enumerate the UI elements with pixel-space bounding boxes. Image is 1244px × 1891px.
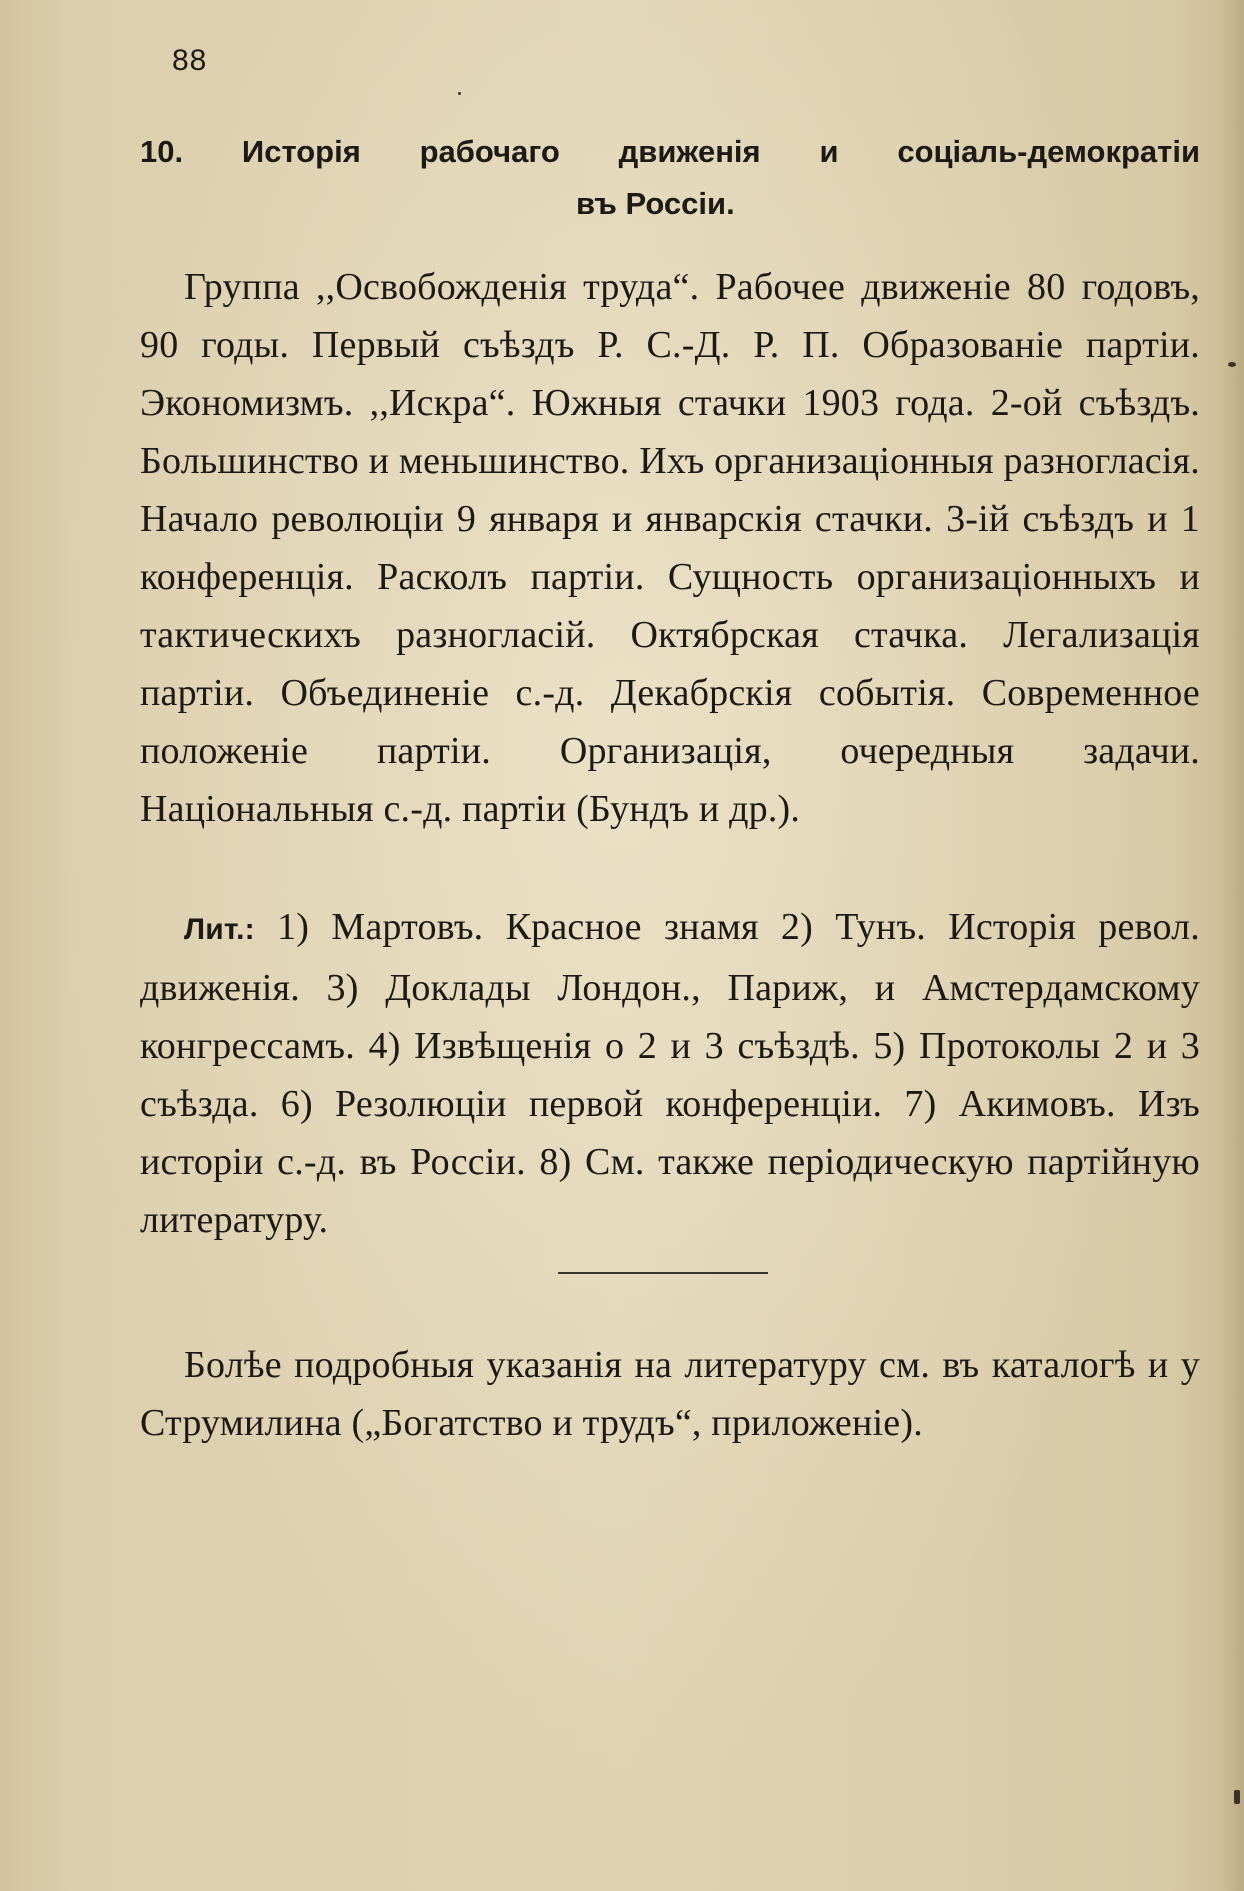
ink-speck — [1234, 1790, 1240, 1804]
ink-speck — [1228, 362, 1236, 367]
literature-list: 1) Мартовъ. Красное знамя 2) Тунъ. Исторія револ. движенія. 3) Доклады Лондон., Париж, и Амстердамскому конгрессамъ. 4) Извѣщенія о 2 и 3 съѣздѣ. 5) Протоколы 2 и 3 съѣзда. 6) Резолюціи первой конференціи. 7) Акимовъ. Изъ исторіи с.-д. въ Россіи. 8) См. также періодическую партійную литературу. — [140, 906, 1201, 1241]
section-divider — [558, 1272, 768, 1274]
section-heading-line2: въ Россіи. — [576, 186, 735, 221]
ink-speck — [458, 92, 461, 95]
page-edge-shadow — [1222, 0, 1244, 1891]
literature-paragraph — [140, 898, 1200, 1249]
intro-paragraph: Группа ,,Освобожденія труда“. Рабочее движеніе 80 годовъ, 90 годы. Первый съѣздъ Р. С.-Д. Р. П. Образованіе партіи. Экономизмъ. ,,Искра“. Южныя стачки 1903 года. 2-ой съѣздъ. Большинство и меньшинство. Ихъ организаціонныя разногласія. Начало революціи 9 января и январскія стачки. 3-ій съѣздъ и 1 конференція. Расколъ партіи. Сущность организаціонныхъ и тактическихъ разногласій. Октябрская стачка. Легализація партіи. Объединеніе с.-д. Декабрскія событія. Современное положеніе партіи. Организація, очередныя задачи. Національныя с.-д. партіи (Бундъ и др.). — [140, 266, 1200, 830]
section-heading-line1: 10. Исторія рабочаго движенія и соціаль-демократіи — [140, 134, 1200, 169]
closing-paragraph: Болѣе подробныя указанія на литературу см. въ каталогѣ и у Струмилина („Богатство и трудъ“, приложеніе). — [140, 1344, 1200, 1444]
page-number: 88 — [172, 44, 208, 77]
section-heading — [140, 126, 1200, 230]
literature-label: Лит.: — [184, 913, 255, 946]
